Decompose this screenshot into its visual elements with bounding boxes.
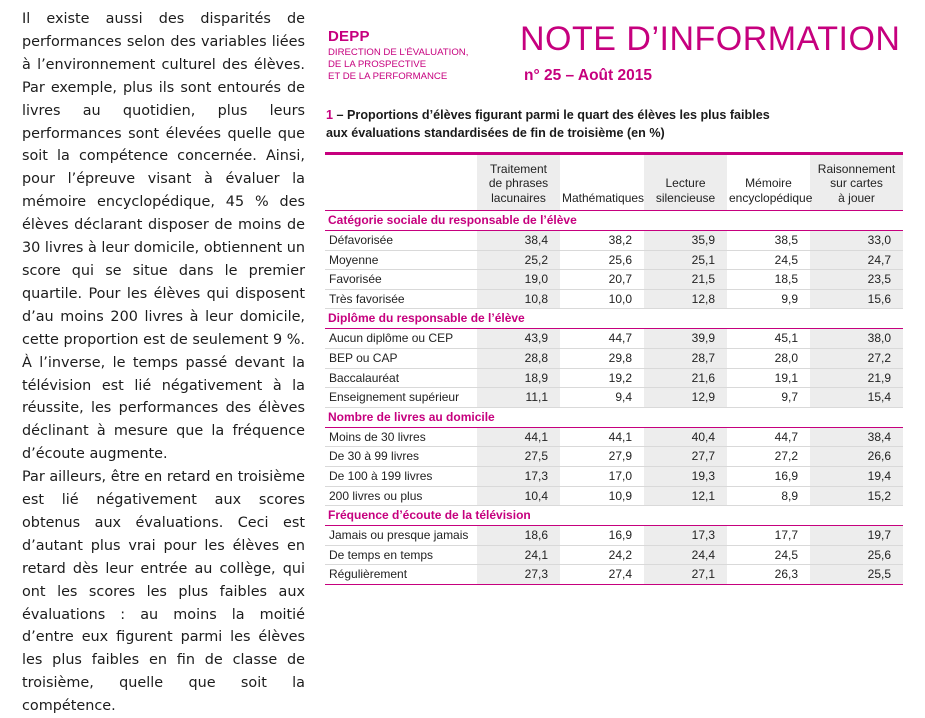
- cell-value: 38,0: [810, 329, 903, 349]
- row-label: De 100 à 199 livres: [325, 466, 477, 486]
- cell-value: 35,9: [644, 231, 727, 251]
- cell-value: 21,5: [644, 270, 727, 290]
- column-header-line: silencieuse: [655, 190, 716, 205]
- row-label: 200 livres ou plus: [325, 486, 477, 506]
- cell-value: 24,5: [727, 545, 810, 565]
- caption-line-1: – Proportions d’élèves figurant parmi le quart des élèves les plus faibles: [333, 108, 770, 122]
- cell-value: 23,5: [810, 270, 903, 290]
- org-direction-line: ET DE LA PERFORMANCE: [328, 71, 448, 83]
- column-header: [644, 155, 727, 211]
- cell-value: 38,5: [727, 231, 810, 251]
- column-header-line: lacunaires: [491, 190, 546, 205]
- column-header-line: Lecture: [665, 176, 706, 190]
- row-label: BEP ou CAP: [325, 348, 477, 368]
- org-direction: [328, 47, 498, 84]
- column-header: [727, 155, 813, 211]
- row-label: Moins de 30 livres: [325, 427, 477, 447]
- cell-value: 19,0: [477, 270, 560, 290]
- table-section-header: [325, 211, 903, 231]
- column-header-line: Mathématiques: [562, 190, 645, 205]
- cell-value: 44,1: [477, 427, 560, 447]
- cell-value: 10,9: [560, 486, 644, 506]
- table-row: [325, 270, 903, 290]
- publication-title: NOTE D’INFORMATION: [520, 20, 901, 58]
- column-header: [477, 155, 560, 211]
- table-body: [325, 211, 903, 585]
- cell-value: 18,6: [477, 526, 560, 546]
- cell-value: 21,9: [810, 368, 903, 388]
- cell-value: 27,3: [477, 565, 560, 585]
- cell-value: 19,4: [810, 466, 903, 486]
- row-label: De temps en temps: [325, 545, 477, 565]
- cell-value: 26,6: [810, 447, 903, 467]
- table-row: [325, 368, 903, 388]
- org-direction-line: DIRECTION DE L’ÉVALUATION,: [328, 47, 469, 58]
- row-label: Très favorisée: [325, 289, 477, 309]
- cell-value: 9,4: [560, 388, 644, 408]
- cell-value: 40,4: [644, 427, 727, 447]
- issue-number: n° 25 – Août 2015: [524, 67, 652, 84]
- cell-value: 18,5: [727, 270, 810, 290]
- cell-value: 8,9: [727, 486, 810, 506]
- cell-value: 17,7: [727, 526, 810, 546]
- column-header-line: à jouer: [838, 190, 875, 205]
- data-table: [325, 155, 903, 585]
- table-header-row: [325, 155, 903, 211]
- article-body: [22, 8, 305, 718]
- cell-value: 27,2: [727, 447, 810, 467]
- cell-value: 38,4: [477, 231, 560, 251]
- table-row: [325, 565, 903, 585]
- cell-value: 28,0: [727, 348, 810, 368]
- cell-value: 12,8: [644, 289, 727, 309]
- cell-value: 27,7: [644, 447, 727, 467]
- cell-value: 10,4: [477, 486, 560, 506]
- section-title: Fréquence d’écoute de la télévision: [325, 506, 903, 526]
- row-label: De 30 à 99 livres: [325, 447, 477, 467]
- table-row: [325, 231, 903, 251]
- row-label: Défavorisée: [325, 231, 477, 251]
- cell-value: 38,2: [560, 231, 644, 251]
- table-row: [325, 388, 903, 408]
- cell-value: 33,0: [810, 231, 903, 251]
- cell-value: 45,1: [727, 329, 810, 349]
- column-header-line: sur cartes: [830, 176, 883, 190]
- row-label: Jamais ou presque jamais: [325, 526, 477, 546]
- table-caption: [326, 106, 916, 142]
- table-row: [325, 348, 903, 368]
- cell-value: 18,9: [477, 368, 560, 388]
- cell-value: 17,0: [560, 466, 644, 486]
- column-header-line: encyclopédique: [729, 190, 813, 205]
- cell-value: 38,4: [810, 427, 903, 447]
- table-section-header: [325, 407, 903, 427]
- column-header: [560, 155, 644, 211]
- cell-value: 24,5: [727, 250, 810, 270]
- row-label: Baccalauréat: [325, 368, 477, 388]
- cell-value: 24,2: [560, 545, 644, 565]
- cell-value: 16,9: [727, 466, 810, 486]
- cell-value: 25,1: [644, 250, 727, 270]
- section-title: Diplôme du responsable de l’élève: [325, 309, 903, 329]
- table-row: [325, 289, 903, 309]
- section-title: Nombre de livres au domicile: [325, 407, 903, 427]
- cell-value: 17,3: [644, 526, 727, 546]
- table-row: [325, 329, 903, 349]
- article-paragraph-1: Il existe aussi des disparités de performances selon des variables liées à l’environnement culturel des élèves. Par exemple, plus ils sont entourés de livres au quotidien, plus leurs performances sont élevées quelle que soit la compétence concernée. Ainsi, pour l’épreuve visant à évaluer la mémoire encyclopédique, 45 % des élèves déclarant disposer de moins de 30 livres à leur domicile, obtiennent un score qui se situe dans le premier quartile. Pour les élèves qui disposent d’au moins 200 livres à leur domicile, cette proportion est de seulement 9 %. À l’inverse, le temps passé devant la télévision est lié négativement à la réussite, les performances des élèves déclinant à mesure que la fréquence d’écoute augmente.: [22, 11, 305, 463]
- cell-value: 24,7: [810, 250, 903, 270]
- cell-value: 26,3: [727, 565, 810, 585]
- cell-value: 9,9: [727, 289, 810, 309]
- table-row: [325, 427, 903, 447]
- cell-value: 19,3: [644, 466, 727, 486]
- cell-value: 27,4: [560, 565, 644, 585]
- column-header-line: Mémoire: [745, 176, 792, 190]
- cell-value: 19,1: [727, 368, 810, 388]
- cell-value: 19,2: [560, 368, 644, 388]
- cell-value: 12,9: [644, 388, 727, 408]
- cell-value: 27,1: [644, 565, 727, 585]
- cell-value: 44,7: [727, 427, 810, 447]
- cell-value: 11,1: [477, 388, 560, 408]
- table-row: [325, 486, 903, 506]
- column-header-line: de phrases: [488, 176, 549, 190]
- cell-value: 10,8: [477, 289, 560, 309]
- row-label: Régulièrement: [325, 565, 477, 585]
- cell-value: 27,5: [477, 447, 560, 467]
- cell-value: 28,8: [477, 348, 560, 368]
- org-direction-line: DE LA PROSPECTIVE: [328, 59, 427, 71]
- table-row: [325, 447, 903, 467]
- cell-value: 27,2: [810, 348, 903, 368]
- org-acronym: DEPP: [328, 28, 370, 45]
- cell-value: 15,2: [810, 486, 903, 506]
- cell-value: 27,9: [560, 447, 644, 467]
- cell-value: 39,9: [644, 329, 727, 349]
- column-header-line: Traitement: [490, 161, 547, 176]
- column-header-line: Raisonnement: [817, 161, 896, 176]
- cell-value: 16,9: [560, 526, 644, 546]
- article-paragraph-2: Par ailleurs, être en retard en troisième est lié négativement aux scores obtenus aux évaluations. Ceci est d’autant plus vrai pour les élèves en retard dès leur entrée au collège, qui ont les scores les plus faibles aux évaluations : au moins la moitié d’entre eux figurent parmi les élèves les plus faibles en fin de classe de troisième, quelle que soit la compétence.: [22, 469, 305, 715]
- table-header-empty: [325, 155, 477, 211]
- data-table-container: [325, 152, 903, 585]
- section-title: Catégorie sociale du responsable de l’élève: [325, 211, 903, 231]
- table-row: [325, 545, 903, 565]
- cell-value: 21,6: [644, 368, 727, 388]
- row-label: Aucun diplôme ou CEP: [325, 329, 477, 349]
- cell-value: 29,8: [560, 348, 644, 368]
- row-label: Enseignement supérieur: [325, 388, 477, 408]
- table-section-header: [325, 506, 903, 526]
- cell-value: 19,7: [810, 526, 903, 546]
- table-number: 1: [326, 108, 334, 122]
- cell-value: 44,7: [560, 329, 644, 349]
- cell-value: 24,1: [477, 545, 560, 565]
- cell-value: 10,0: [560, 289, 644, 309]
- cell-value: 25,2: [477, 250, 560, 270]
- row-label: Favorisée: [325, 270, 477, 290]
- cell-value: 15,4: [810, 388, 903, 408]
- cell-value: 24,4: [644, 545, 727, 565]
- cell-value: 43,9: [477, 329, 560, 349]
- table-row: [325, 526, 903, 546]
- cell-value: 25,6: [560, 250, 644, 270]
- cell-value: 44,1: [560, 427, 644, 447]
- cell-value: 12,1: [644, 486, 727, 506]
- column-header: [810, 155, 903, 211]
- cell-value: 28,7: [644, 348, 727, 368]
- caption-line-2: aux évaluations standardisées de fin de troisième (en %): [326, 126, 665, 140]
- cell-value: 25,5: [810, 565, 903, 585]
- cell-value: 25,6: [810, 545, 903, 565]
- table-section-header: [325, 309, 903, 329]
- cell-value: 20,7: [560, 270, 644, 290]
- cell-value: 15,6: [810, 289, 903, 309]
- cell-value: 9,7: [727, 388, 810, 408]
- row-label: Moyenne: [325, 250, 477, 270]
- table-row: [325, 250, 903, 270]
- cell-value: 17,3: [477, 466, 560, 486]
- table-row: [325, 466, 903, 486]
